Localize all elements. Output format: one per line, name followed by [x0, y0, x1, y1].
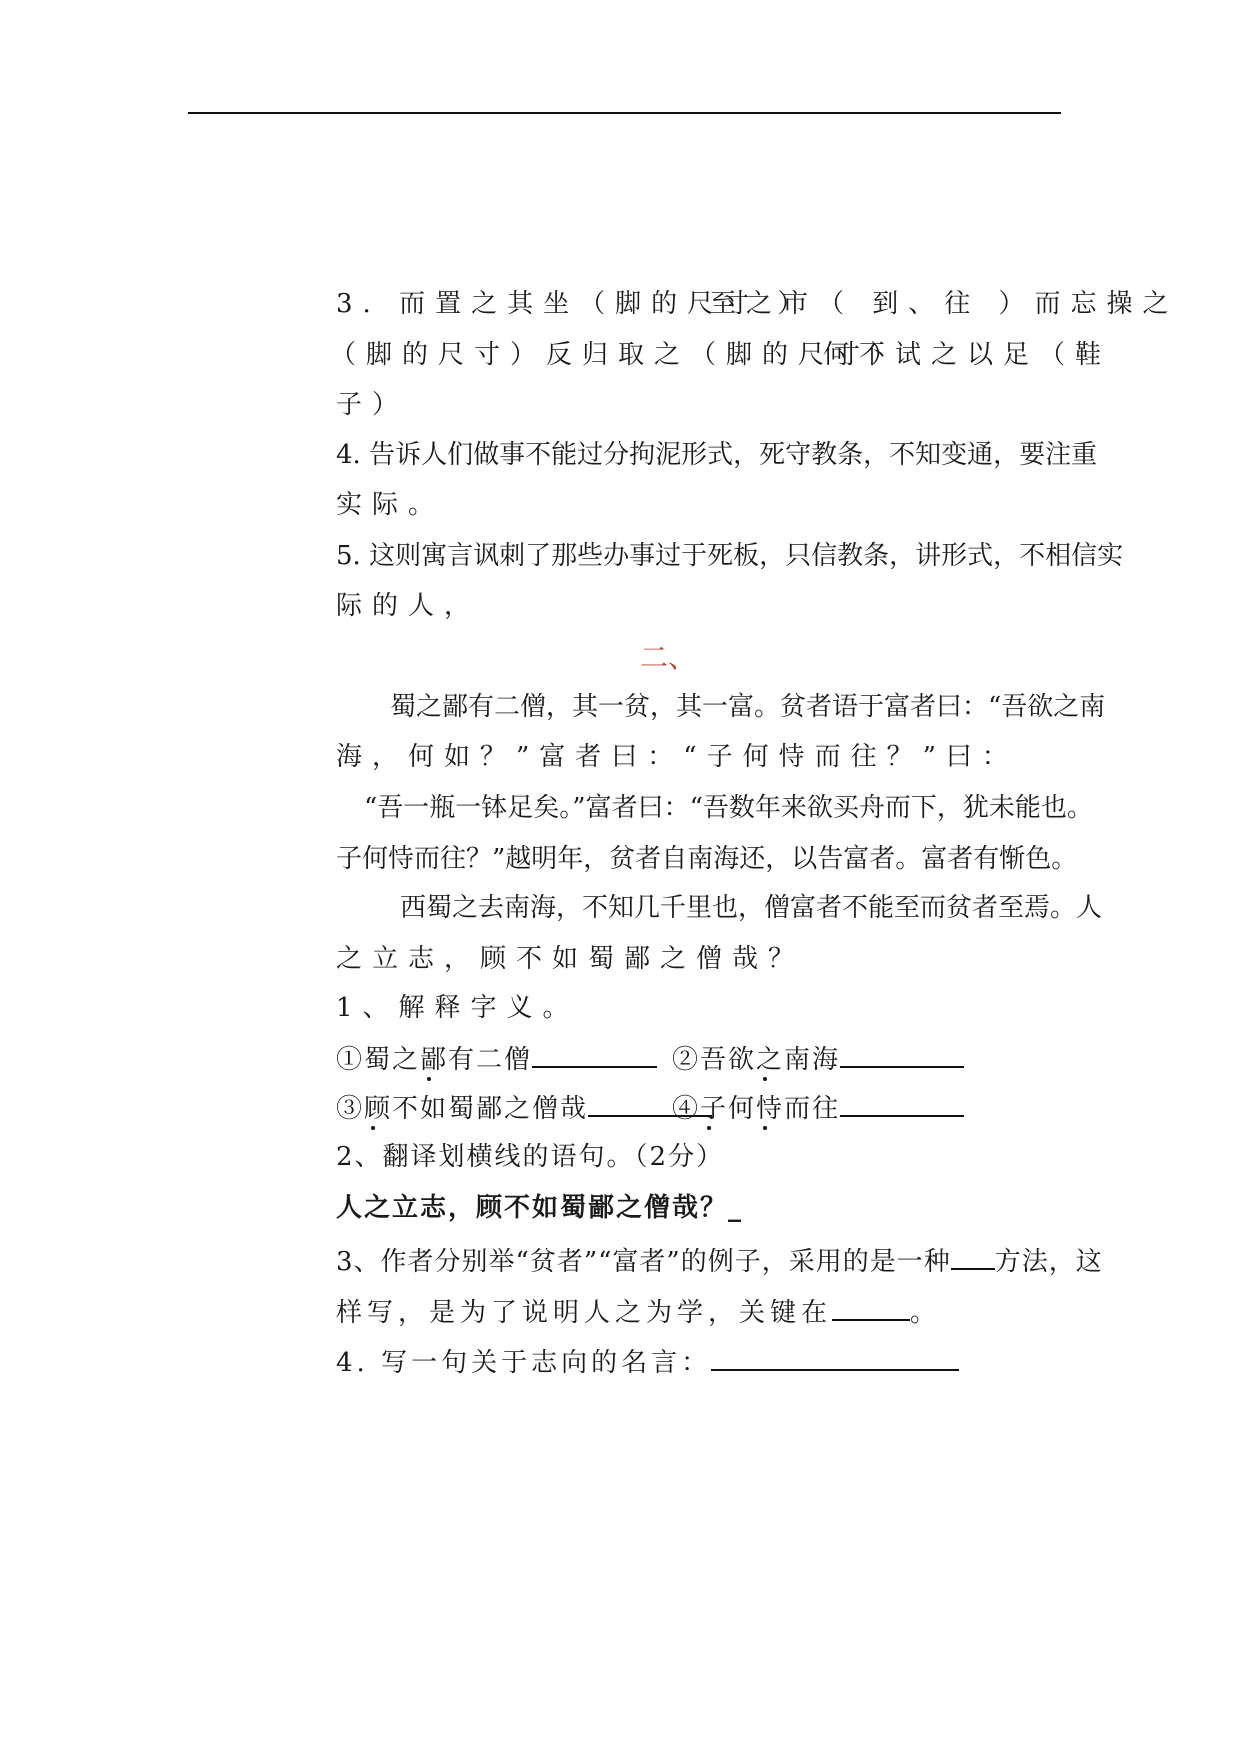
answer-blank[interactable] — [840, 1089, 964, 1117]
answer-4-line1: 4. 告诉人们做事不能过分拘泥形式，死守教条，不知变通，要注重 — [336, 440, 1098, 470]
question-3-line1 — [336, 1242, 1103, 1279]
emphasized-char: 鄙 — [420, 1045, 449, 1075]
passage-line: 西蜀之去南海，不知几千里也，僧富者不能至而贫者至焉。人 — [400, 893, 1103, 923]
answer-3-line2-right: 何不试之以足（鞋 — [823, 340, 1112, 370]
answer-blank[interactable] — [840, 1040, 964, 1068]
question-1-item-3 — [336, 1089, 712, 1126]
answer-5-line1: 5. 这则寓言讽刺了那些办事过于死板，只信教条，讲形式，不相信实 — [336, 541, 1124, 571]
emphasized-char: 之 — [756, 1045, 785, 1075]
answer-blank[interactable] — [532, 1040, 657, 1068]
item-text: 南海 — [784, 1045, 841, 1075]
answer-blank[interactable] — [832, 1293, 910, 1321]
answer-3-line3: 子） — [336, 390, 409, 420]
question-1-item-1 — [336, 1040, 657, 1077]
question-1-item-2 — [672, 1040, 964, 1077]
item-text: ③ — [336, 1094, 365, 1124]
header-rule — [188, 112, 1061, 114]
passage-line: 子何恃而往？”越明年，贫者自南海还，以告富者。富者有惭色。 — [336, 844, 1078, 874]
passage-line: “吾一瓶一钵足矣。”富者曰：“吾数年来欲买舟而下，犹未能也。 — [364, 793, 1093, 823]
answer-3-line1-right: 至之市（ 到、往 ）而忘操之 — [710, 289, 1179, 319]
question-1-title: 1、解释字义。 — [336, 993, 579, 1023]
answer-5-line2: 际的人， — [336, 591, 481, 621]
question-3-line2 — [336, 1293, 941, 1330]
item-text: 有二僧 — [448, 1045, 533, 1075]
answer-blank[interactable] — [951, 1242, 995, 1270]
emphasized-char: 子 — [700, 1094, 729, 1124]
question-text: 4. 写一句关于志向的名言： — [336, 1348, 712, 1378]
question-text: 方法，这 — [994, 1247, 1103, 1277]
item-text: 何 — [728, 1094, 757, 1124]
item-text: ②吾欲 — [672, 1045, 757, 1075]
question-text: 。 — [910, 1298, 942, 1328]
question-2-sentence: 人之立志，顾不如蜀鄙之僧哉？_ — [336, 1193, 744, 1223]
item-text: ④ — [672, 1094, 701, 1124]
question-2-title: 2、翻译划横线的语句。（2分） — [336, 1142, 725, 1172]
question-text: 3、作者分别举“贫者”“富者”的例子，采用的是一种 — [336, 1247, 951, 1277]
question-1-item-4 — [672, 1089, 964, 1126]
passage-line: 之立志，顾不如蜀鄙之僧哉？ — [336, 944, 805, 974]
answer-3-line2-left: （脚的尺寸）反归取之（脚的尺寸） — [330, 340, 907, 370]
passage-line: 蜀之鄙有二僧，其一贫，其一富。贫者语于富者曰：“吾欲之南 — [390, 692, 1106, 722]
item-text: 而往 — [784, 1094, 841, 1124]
item-text: ①蜀之 — [336, 1045, 421, 1075]
question-text: 样写，是为了说明人之为学，关键在 — [336, 1298, 833, 1328]
answer-3-line1-left: 3. 而置之其坐（脚的尺寸 ） — [336, 289, 814, 319]
question-4 — [336, 1343, 959, 1380]
answer-blank[interactable] — [711, 1343, 959, 1371]
section-heading: 二、 — [640, 641, 697, 674]
passage-line: 海，何如？”富者曰：“子何恃而往？”曰： — [336, 742, 1018, 772]
answer-4-line2: 实际。 — [336, 490, 445, 520]
item-text: 不如蜀鄙之僧哉 — [392, 1094, 589, 1124]
emphasized-char: 顾 — [364, 1094, 393, 1124]
emphasized-char: 恃 — [756, 1094, 785, 1124]
